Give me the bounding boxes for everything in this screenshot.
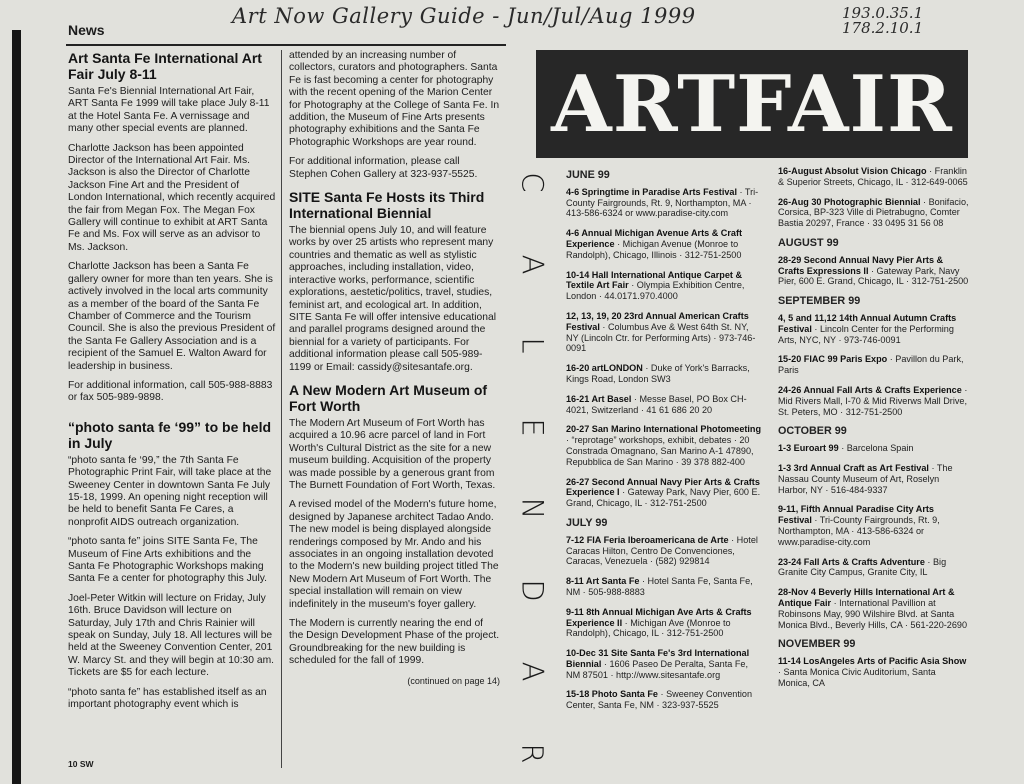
calendar-event [566, 270, 762, 302]
continued-note: (continued on page 14) [407, 675, 500, 686]
news-column-2 [289, 50, 500, 770]
calendar-event [778, 557, 970, 579]
event-title: 28-29 Second Annual Navy Pier Arts & Crafts Expressions II [778, 254, 944, 276]
calendar-letter: A [515, 254, 550, 274]
calendar-event [566, 228, 762, 260]
event-detail: · Franklin & Superior Streets, Chicago, IL · 312-649-0065 [778, 166, 968, 187]
column-divider [281, 50, 282, 768]
event-detail: · “reprotage” workshops, exhibit, debates · 20 Constrada Omagnano, San Marino A-1 47890, Repubblica de San Marino · 39 378 882-400 [566, 435, 754, 467]
event-title: 16-20 artLONDON [566, 363, 643, 374]
event-detail: · Hotel Caracas Hilton, Centro De Convenciones, Caracas, Venezuela · (582) 929814 [566, 534, 758, 567]
event-detail: · International Pavillion at Robinsons May, 990 Wilshire Blvd. at Santa Monica Blvd., Beverly Hills, CA · 561-220-2690 [778, 597, 968, 630]
article-paragraph: The Modern is currently nearing the end of the Design Development Phase of the project. Groundbreaking for the new building is scheduled for the fall of 1999. [289, 618, 500, 667]
article-paragraph: Charlotte Jackson has been a Santa Fe gallery owner for more than ten years. She is actively involved in the local arts community as a member of the board of the Santa Fe Chamber of Commerce and the Tourism Council. She is also the previous President of the Santa Fe Gallery Association and is a recipient of the Samuel E. Walton Award for leadership in business. [68, 261, 276, 372]
month-heading: JUNE 99 [566, 169, 610, 181]
event-detail: · Lincoln Center for the Performing Arts, NYC, NY · 973-746-0091 [778, 323, 954, 345]
calendar-event [778, 504, 970, 547]
event-detail: · Hotel Santa Fe, Santa Fe, NM · 505-988-8883 [566, 576, 753, 597]
calendar-event [566, 363, 762, 385]
handwritten-title: Art Now Gallery Guide - Jun/Jul/Aug 1999 [232, 4, 696, 28]
event-detail: · Santa Monica Civic Auditorium, Santa Monica, CA [778, 666, 936, 688]
calendar-vertical-title [515, 168, 549, 768]
calendar-event [566, 689, 762, 711]
event-detail: · Duke of York's Barracks, Kings Road, London SW3 [566, 363, 750, 384]
event-title: 26-Aug 30 Photographic Biennial [778, 196, 921, 207]
event-detail: · Michigan Avenue (Monroe to Randolph), Chicago, Illinois · 312-751-2500 [566, 238, 742, 260]
article-paragraph: Charlotte Jackson has been appointed Director of the International Art Fair. Ms. Jackson is also the Director of Charlotte Jackson Fine Art and the President of London International, which recently acquired the fair from Megan Fox. The Megan Fox Gallery will continue to exhibit at ART Santa Fe and Ms. Fox will serve as an advisor to Ms. Jackson. [68, 142, 276, 253]
event-title: 7-12 FIA Feria Iberoamericana de Arte [566, 534, 729, 545]
article-paragraph: For additional information, please call Stephen Cohen Gallery at 323-937-5525. [289, 156, 478, 180]
event-detail: · Gateway Park, Navy Pier, 600 E. Grand, Chicago, IL · 312-751-2500 [566, 487, 761, 509]
calendar-event [778, 255, 970, 287]
banner-title: ARTFAIR [551, 58, 953, 150]
calendar-event [566, 187, 762, 219]
event-title: 12, 13, 19, 20 23rd Annual American Crafts Festival [566, 310, 749, 332]
calendar-letter: R [515, 743, 550, 764]
event-detail: · Big Granite City Campus, Granite City, IL [778, 556, 947, 578]
event-detail: · 1606 Paseo De Peralta, Santa Fe, NM 87501 · http://www.sitesantafe.org [566, 658, 748, 680]
calendar-event [566, 648, 762, 680]
event-detail: · Tri-County Fairgrounds, Rt. 9, Northampton, MA · 413-586-6324 or www.paradise-city.com [566, 186, 759, 219]
event-title: 15-18 Photo Santa Fe [566, 689, 658, 700]
calendar-event [566, 394, 762, 416]
event-title: 9-11 8th Annual Michigan Ave Arts & Crafts Experience II [566, 606, 752, 628]
handwritten-code-line2: 178.2.10.1 [842, 19, 924, 37]
article-paragraph: Joel-Peter Witkin will lecture on Friday, July 16th. Bruce Davidson will lecture on Saturday, July 17th and Chris Rainier will speak on Sunday, July 18. All lectures will be held at the Sweeney Convention Center, 201 W. Marcy St. and they will begin at 10:30 am. Tickets are $5 for each lecture. [68, 592, 275, 679]
event-detail: · Sweeney Convention Center, Santa Fe, NM · 323-937-5525 [566, 689, 753, 711]
binding-spine [12, 30, 21, 784]
calendar-event [778, 313, 970, 345]
calendar-event [778, 587, 970, 630]
calendar-event [778, 656, 970, 688]
month-heading: JULY 99 [566, 516, 608, 529]
calendar-letter: A [515, 661, 550, 682]
calendar-event [778, 385, 970, 417]
article-paragraph: The biennial opens July 10, and will feature works by over 25 artists who represent many countries and thematic as well as stylistic approaches, including installation, video, interactive works, performance, scientific explorations, aestetic/politics, travel, studies, feminist art, and ecological art. In addition, SITE Santa Fe will offer intensive educational and parallel programs designed around the biennial for a variety of participants. For additional information please call 505-989-1199 or Email: cassidy@sitesantafe.org. [289, 225, 497, 373]
event-title: 8-11 Art Santa Fe [566, 576, 640, 587]
event-title: 15-20 FIAC 99 Paris Expo [778, 354, 888, 365]
article-paragraph: A revised model of the Modern's future home, designed by Japanese architect Tadao Ando. The new model is being displayed alongside renderings composed by Mr. Ando and his associates in an ongoing installation devoted to the Modern's new building project titled The New Modern Art Museum of Fort Worth. The special installation will remain on view indefinitely in the museum's foyer gallery. [289, 499, 499, 610]
calendar-event [778, 166, 970, 188]
event-title: 9-11, Fifth Annual Paradise City Arts Festival [778, 504, 934, 526]
event-title: 4-6 Springtime in Paradise Arts Festival [566, 186, 737, 197]
event-detail: · Mid Rivers Mall, I-70 & Mid Riverws Mall Drive, St. Peters, MO · 312-751-2500 [778, 384, 968, 417]
event-title: 16-August Absolut Vision Chicago [778, 166, 927, 176]
event-title: 24-26 Annual Fall Arts & Crafts Experience [778, 384, 962, 395]
event-title: 26-27 Second Annual Navy Pier Arts & Crafts Experience I [566, 476, 760, 498]
calendar-letter: N [515, 497, 550, 520]
event-title: 1-3 3rd Annual Craft as Art Festival [778, 462, 929, 473]
calendar-event [778, 197, 970, 229]
header-rule [66, 44, 506, 46]
calendar-column-2 [778, 166, 970, 770]
calendar-letter: D [515, 579, 550, 602]
calendar-event [566, 477, 762, 509]
calendar-event [566, 424, 762, 467]
handwritten-code [842, 6, 923, 36]
calendar-letter: L [515, 337, 550, 354]
calendar-event [566, 311, 762, 354]
article-title: A New Modern Art Museum of Fort Worth [289, 381, 488, 414]
calendar-event [778, 443, 970, 454]
event-detail: · The Nassau County Museum of Art, Roselyn Harbor, NY · 516-484-9337 [778, 462, 953, 495]
news-column-1 [68, 50, 276, 770]
article-title: “photo santa fe ‘99” to be held in July [68, 418, 272, 451]
event-title: 10-14 Hall International Antique Carpet & Textile Art Fair [566, 269, 743, 291]
article-title: Art Santa Fe International Art Fair July 8-11 [68, 50, 262, 82]
event-detail: · Michigan Ave (Monroe to Randolph), Chicago, IL · 312-751-2500 [566, 617, 731, 639]
article-paragraph: Santa Fe's Biennial International Art Fair, ART Santa Fe 1999 will take place July 8-11 at the Hotel Santa Fe. A vernissage and many other special events are planned. [68, 86, 270, 135]
event-detail: · Columbus Ave & West 64th St. NY, NY (Lincoln Ctr. for Performing Arts) · 973-746-0091 [566, 321, 756, 354]
event-title: 16-21 Art Basel [566, 393, 632, 404]
calendar-letter: E [515, 418, 550, 437]
handwritten-code-line1: 193.0.35.1 [842, 4, 924, 22]
article-paragraph: “photo santa fe ‘99,” the 7th Santa Fe Photographic Print Fair, will take place at the Sweeney Center in downtown Santa Fe July 15-18, 1999. An opening night reception will be held to benefit Santa Fe Cares, a nonprofit AIDS outreach organization. [68, 454, 272, 528]
event-title: 28-Nov 4 Beverly Hills International Art & Antique Fair [778, 587, 955, 608]
article-paragraph: “photo santa fe” joins SITE Santa Fe, The Museum of Fine Arts exhibitions and the Santa Fe Photographic Workshops making Santa Fe a center for photography this July. [68, 536, 267, 585]
event-title: 20-27 San Marino International Photomeeting [566, 424, 762, 435]
artfair-banner [536, 50, 968, 158]
article-paragraph: The Modern Art Museum of Fort Worth has acquired a 10.96 acre parcel of land in Fort Worth's Cultural District as the site for a new museum building. Acquisition of the property was made possible by a generous grant from The Burnett Foundation of Fort Worth, Texas. [289, 417, 496, 491]
event-detail: · Messe Basel, PO Box CH-4021, Switzerland · 41 61 686 20 20 [566, 393, 747, 415]
event-detail: · Olympia Exhibition Centre, London · 44.0171.970.4000 [566, 280, 745, 302]
calendar-event [566, 535, 762, 567]
calendar-event [778, 463, 970, 495]
calendar-letter: C [515, 172, 550, 193]
event-title: 10-Dec 31 Site Santa Fe's 3rd International Biennial [566, 648, 750, 669]
month-heading: AUGUST 99 [778, 236, 839, 249]
page-footer: 10 SW [68, 759, 94, 769]
article-paragraph: “photo santa fe” has established itself as an important photography event which is [68, 686, 267, 711]
event-title: 1-3 Euroart 99 [778, 443, 839, 454]
event-title: 4-6 Annual Michigan Avenue Arts & Craft Experience [566, 228, 743, 249]
event-detail: · Bonifacio, Corsica, BP-323 Ville di Pietrabugno, Comter Bastia 20297, France · 33 0495 31 56 08 [778, 196, 969, 229]
article-paragraph: attended by an increasing number of collectors, curators and photographers. Santa Fe is fast becoming a center for photography with the recent opening of the Marion Center for Photography at the College of Santa Fe. In addition, the Museum of Fine Arts presents photography exhibitions and the Santa Fe Photographic Workshops are year round. [289, 50, 500, 148]
article-paragraph: For additional information, call 505-988-8883 or fax 505-989-9898. [68, 379, 273, 404]
month-heading: OCTOBER 99 [778, 425, 847, 438]
month-heading: NOVEMBER 99 [778, 638, 856, 651]
event-title: 11-14 LosAngeles Arts of Pacific Asia Show [778, 656, 967, 667]
calendar-event [778, 354, 970, 376]
event-title: 23-24 Fall Arts & Crafts Adventure [778, 556, 925, 567]
calendar-event [566, 607, 762, 639]
event-detail: · Barcelona Spain [841, 443, 914, 454]
calendar-column-1 [566, 166, 762, 770]
event-detail: · Pavillon du Park, Paris [778, 354, 964, 376]
event-detail: · Gateway Park, Navy Pier, 600 E. Grand, Chicago, IL · 312-751-2500 [778, 265, 969, 287]
month-heading: SEPTEMBER 99 [778, 295, 861, 308]
article-title: SITE Santa Fe Hosts its Third International Biennial [289, 189, 485, 222]
section-label: News [68, 22, 105, 38]
event-title: 4, 5 and 11,12 14th Annual Autumn Crafts Festival [778, 312, 957, 334]
event-detail: · Tri-County Fairgrounds, Rt. 9, Northampton, MA · 413-586-6324 or www.paradise-city.com [778, 515, 940, 547]
calendar-event [566, 576, 762, 598]
